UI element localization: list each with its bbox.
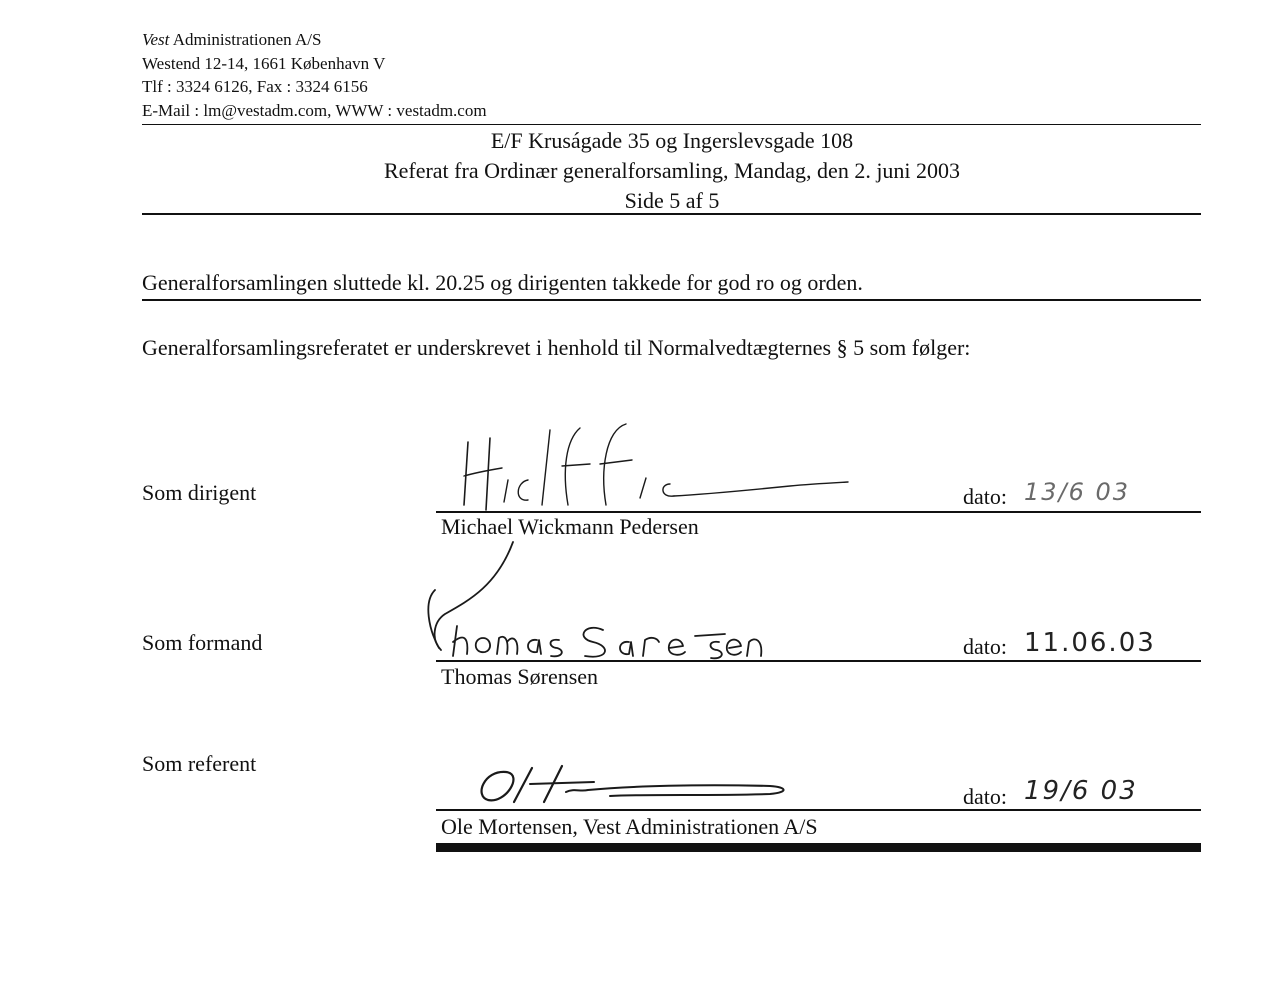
date-label-referent: dato: xyxy=(963,784,1007,809)
letterhead xyxy=(142,28,487,122)
role-formand: Som formand xyxy=(142,630,263,655)
company-name-italic: Vest xyxy=(142,30,170,49)
letterhead-rule xyxy=(142,124,1201,125)
signature-line-dirigent xyxy=(436,511,1201,513)
closing-statement: Generalforsamlingen sluttede kl. 20.25 og dirigenten takkede for god ro og orden. xyxy=(142,270,863,295)
meeting-title: Referat fra Ordinær generalforsamling, Mandag, den 2. juni 2003 xyxy=(383,158,961,183)
company-email-web: E-Mail : lm@vestadm.com, WWW : vestadm.com xyxy=(142,100,487,120)
company-address: Westend 12-14, 1661 København V xyxy=(142,53,386,73)
role-referent: Som referent xyxy=(142,751,257,776)
header-rule xyxy=(142,213,1201,215)
page-number: Side 5 af 5 xyxy=(624,188,720,213)
closing-rule xyxy=(142,299,1201,301)
handwritten-date-referent: 19/6 03 xyxy=(1024,776,1138,806)
property-title: E/F Kruságade 35 og Ingerslevsgade 108 xyxy=(490,128,854,153)
footer-thick-rule xyxy=(436,843,1201,852)
company-name-rest: Administrationen A/S xyxy=(172,30,322,49)
signer-name-formand: Thomas Sørensen xyxy=(441,664,599,689)
date-label-dirigent: dato: xyxy=(963,484,1007,509)
signed-statement: Generalforsamlingsreferatet er underskrevet i henhold til Normalvedtægternes § 5 som følger: xyxy=(142,335,971,360)
signature-formand xyxy=(425,530,765,665)
company-phone-fax: Tlf : 3324 6126, Fax : 3324 6156 xyxy=(142,77,368,96)
company-name xyxy=(142,28,487,52)
handwritten-date-formand: 11.06.03 xyxy=(1024,628,1156,658)
signer-name-referent: Ole Mortensen, Vest Administrationen A/S xyxy=(441,814,818,839)
signature-dirigent xyxy=(450,410,870,520)
date-label-formand: dato: xyxy=(963,634,1007,659)
signature-line-referent xyxy=(436,809,1201,811)
role-dirigent: Som dirigent xyxy=(142,480,257,505)
handwritten-date-dirigent: 13/6 03 xyxy=(1024,478,1131,506)
signature-line-formand xyxy=(436,660,1201,662)
signature-referent xyxy=(470,762,810,812)
signer-name-dirigent: Michael Wickmann Pedersen xyxy=(441,514,699,539)
